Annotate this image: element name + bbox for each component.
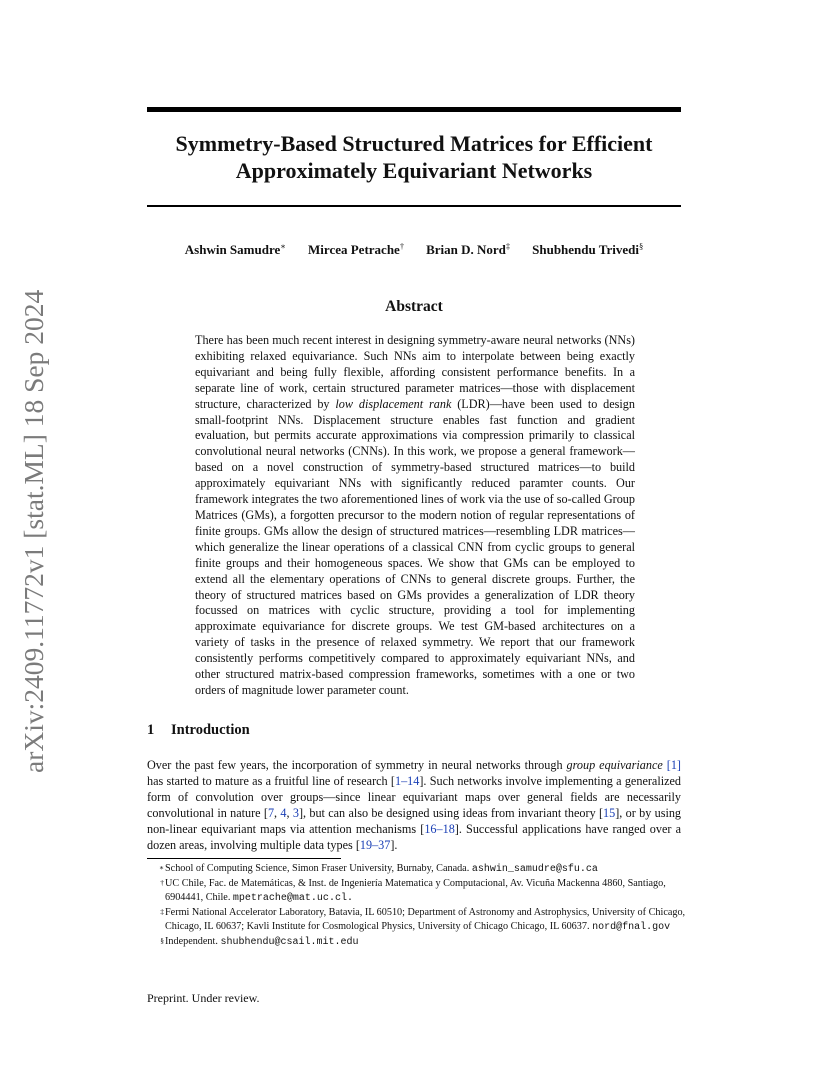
title-bottom-rule: [147, 205, 681, 207]
title-line-1: Symmetry-Based Structured Matrices for Efficient: [175, 131, 653, 156]
footnotes: [147, 862, 687, 951]
section-heading: 1 Introduction: [147, 722, 250, 738]
arxiv-id-text: arXiv:2409.11772v1 [stat.ML] 18 Sep 2024: [18, 289, 49, 773]
footnote-rule: [147, 858, 341, 859]
footnote: ‡Fermi National Accelerator Laboratory, Batavia, IL 60510; Department of Astronomy and Astrophysics, University of Chicago, Chicago, IL 60637; Kavli Institute for Cosmological Physics, University of Chicago Chicago, IL 60637. nord@fnal.gov: [160, 907, 686, 934]
abstract-body: There has been much recent interest in designing symmetry-aware neural networks (NNs) exhibiting relaxed equivariance. Such NNs aim to interpolate between being exactly equivariant and being fully flexible, affording consistent performance benefits. In a separate line of work, certain structured parameter matrices—those with displacement structure, characterized by low displacement rank (LDR)—have been used to design small-footprint NNs. Displacement structure enables fast function and gradient evaluation, but permits accurate approximations via compression primarily to classical convolutional neural networks (CNNs). In this work, we propose a general framework—based on a novel construction of symmetry-based structured matrices—to build approximately equivariant NNs with significantly reduced paramter counts. Our framework integrates the two aforementioned lines of work via the use of so-called Group Matrices (GMs), a forgotten precursor to the modern notion of regular representations of finite groups. GMs allow the design of structured matrices—resembling LDR matrices—which generalize the linear operations of a classical CNN from cyclic groups to general finite groups and their homogeneous spaces. We show that GMs can be employed to extend all the elementary operations of CNNs to general discrete groups. Further, the theory of structured matrices based on GMs provides a generalization of LDR theory focussed on matrices with cyclic structure, providing a tool for implementing approximate equivariance for discrete groups. We test GM-based architectures on a variety of tasks in the presence of relaxed symmetry. We report that our framework consistently performs competitively compared to approximately equivariant NNs, and other structured matrix-based compression frameworks, sometimes with a one or two orders of magnitude lower parameter count.: [195, 333, 635, 697]
email: nord@fnal.gov: [592, 922, 671, 934]
author: Mircea Petrache†: [308, 241, 405, 257]
email: ashwin_samudre@sfu.ca: [471, 864, 598, 875]
author: Shubhendu Trivedi§: [532, 241, 644, 257]
title-line-2: Approximately Equivariant Networks: [235, 158, 593, 183]
email: shubhendu@csail.mit.edu: [220, 937, 359, 949]
arxiv-stamp: [16, 283, 52, 773]
author: Ashwin Samudre∗: [184, 241, 287, 257]
citation-link[interactable]: [1]: [666, 758, 681, 772]
author: Brian D. Nord‡: [426, 241, 511, 257]
citation-link[interactable]: 3: [292, 805, 299, 820]
intro-paragraph: Over the past few years, the incorporation of symmetry in neural networks through group equivariance [1] has started to mature as a fruitful line of research [1–14]. Such networks involve implementing a generalized form of convolution over groups—since linear equivariant maps over general fields are necessarily convolutional in nature [7, 4, 3], but can also be designed using ideas from invariant theory [15], or by using non-linear equivariant maps via attention mechanisms [16–18]. Successful applications have ranged over a dozen areas, involving multiple data types [19–37].: [147, 758, 682, 852]
preprint-note: Preprint. Under review.: [147, 991, 260, 1005]
citation-link[interactable]: 15: [603, 805, 616, 820]
abstract-heading: Abstract: [385, 298, 443, 315]
citation-link[interactable]: 7: [267, 805, 275, 820]
citation-link[interactable]: 19–37: [359, 837, 391, 852]
paper-title: [147, 130, 681, 184]
footnote: †UC Chile, Fac. de Matemáticas, & Inst. de Ingeniería Matematica y Computacional, Av. Vicuña Mackenna 4860, Santiago, 6904441, Chile. mpetrache@mat.uc.cl.: [160, 878, 666, 905]
citation-link[interactable]: 4: [280, 805, 287, 820]
footnote: ∗School of Computing Science, Simon Fraser University, Burnaby, Canada. ashwin_samudre@sfu.ca: [158, 863, 598, 875]
citation-link[interactable]: 1–14: [394, 773, 420, 788]
email: mpetrache@mat.uc.cl.: [232, 893, 353, 905]
author-list: [147, 242, 681, 258]
title-top-rule: [147, 107, 681, 112]
citation-link[interactable]: 16–18: [424, 821, 455, 836]
footnote: §Independent. shubhendu@csail.mit.edu: [160, 936, 359, 949]
